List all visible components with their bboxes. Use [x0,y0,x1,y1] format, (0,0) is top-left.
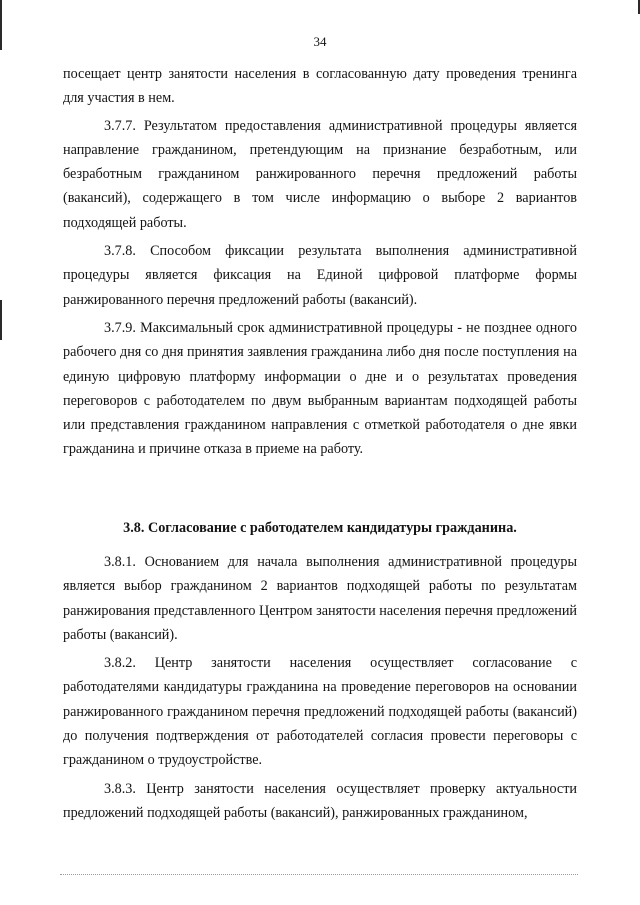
page-bottom-divider [60,874,578,875]
text-block-top [63,62,577,462]
paragraph: посещает центр занятости населения в согласованную дату проведения тренинга для участия в нем. [63,66,577,107]
paragraph-3-7-8: 3.7.8. Способом фиксации результата выполнения административной процедуры является фиксация на Единой цифровой платформе формы ранжированного перечня предложений работы (вакансий). [63,243,577,308]
scan-edge-left-mark [0,300,2,340]
paragraph-3-7-7: 3.7.7. Результатом предоставления административной процедуры является направление гражданином, претендующим на признание безработным, или безработным гражданином ранжированного перечня предложений работы (вакансий), содержащего в том числе информацию о выборе 2 вариантов подходящей работы. [63,117,577,231]
text-block-bottom [63,550,577,825]
paragraph-3-8-2: 3.8.2. Центр занятости населения осуществляет согласование с работодателями кандидатуры гражданина на проведение переговоров на основании ранжированного гражданином перечня предложений подходящей работы (вакансий) до получения подтверждения от работодателей согласия провести переговоры с гражданином о трудоустройстве. [63,655,577,769]
section-heading: 3.8. Согласование с работодателем кандидатуры гражданина. [123,520,517,536]
page-number: 34 [313,34,327,49]
paragraph-3-7-9: 3.7.9. Максимальный срок административной процедуры - не позднее одного рабочего дня со дня принятия заявления гражданина либо дня после поступления на единую цифровую платформу информации о дне и о результатах проведения переговоров с работодателем по двум выбранным вариантам подходящей работы или представления гражданином направления с отметкой работодателя о дне явки гражданина и причине отказа в приеме на работу. [63,319,577,458]
paragraph-3-8-1: 3.8.1. Основанием для начала выполнения административной процедуры является выбор гражданином 2 вариантов подходящей работы по результатам ранжирования представленного Центром занятости населения перечня предложений работы (вакансий). [63,554,577,643]
paragraph-3-8-3: 3.8.3. Центр занятости населения осуществляет проверку актуальности предложений подходящей работы (вакансий), ранжированных гражданином, [63,780,577,821]
